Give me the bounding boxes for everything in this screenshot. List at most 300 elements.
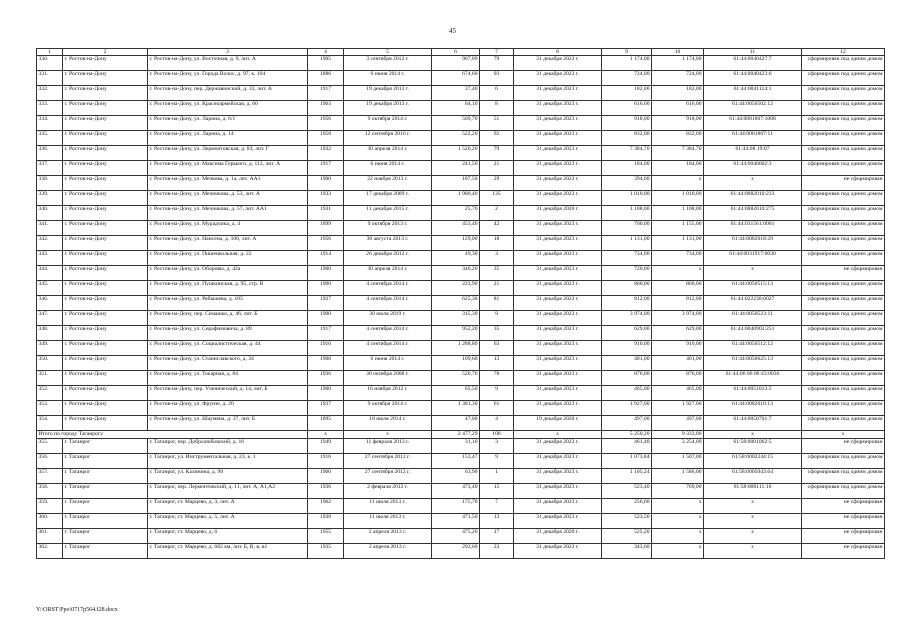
city-cell: г. Ростов-на-Дону [63, 221, 148, 236]
year-cell: 1905 [308, 56, 344, 71]
due-date-cell: 31 декабря 2020 г. [514, 529, 602, 544]
date-cell: 30 апреля 2014 г. [344, 146, 432, 161]
count-cell: 29 [480, 176, 514, 191]
count-cell: 23 [480, 544, 514, 559]
cadastral-cell: х [704, 514, 802, 529]
count-cell: 9 [480, 311, 514, 326]
cadastral-cell: 61:44:0081807:1008 [704, 116, 802, 131]
total-count: 108 [480, 431, 514, 439]
row-number: 339. [37, 191, 63, 206]
value9-cell: 394,60 [602, 176, 652, 191]
column-number: 2 [63, 49, 148, 56]
area-cell: 315,30 [432, 311, 480, 326]
total-due: х [514, 431, 602, 439]
count-cell: 81 [480, 296, 514, 311]
row-number: 333. [37, 101, 63, 116]
value10-cell: 1 174,00 [652, 56, 704, 71]
cadastral-cell: 61:58:0001062:5 [704, 439, 802, 454]
area-cell: 153,47 [432, 454, 480, 469]
table-row [37, 454, 885, 469]
address-cell: г. Ростов-на-Дону, пер. Ученический, д. 14, лит. Б [148, 386, 308, 401]
city-cell: г. Таганрог [63, 544, 148, 559]
row-number: 332. [37, 86, 63, 101]
date-cell: 30 октября 2008 г. [344, 371, 432, 386]
row-number: 353. [37, 401, 63, 416]
year-cell: 1900 [308, 281, 344, 296]
year-cell: 1927 [308, 296, 344, 311]
row-number: 360. [37, 514, 63, 529]
table-row [37, 176, 885, 191]
count-cell: 4 [480, 416, 514, 431]
year-cell: 1917 [308, 161, 344, 176]
count-cell: 3 [480, 251, 514, 266]
table-row [37, 101, 885, 116]
total-c4: х [308, 431, 344, 439]
cadastral-cell: х [704, 544, 802, 559]
cadastral-cell: 61:44:08 19:07 [704, 146, 802, 161]
table-row [37, 206, 885, 221]
value9-cell: 616,00 [602, 101, 652, 116]
year-cell: 1936 [308, 371, 344, 386]
address-cell: г. Таганрог, ст. Марцево, д. 5, лит. А [148, 514, 308, 529]
date-cell: 6 июня 2014 г. [344, 161, 432, 176]
due-date-cell: 31 декабря 2023 г. [514, 439, 602, 454]
value9-cell: 1 108,00 [602, 206, 652, 221]
count-cell: 17 [480, 529, 514, 544]
column-number: 12 [802, 49, 885, 56]
due-date-cell: 31 декабря 2023 г. [514, 221, 602, 236]
due-date-cell: 31 декабря 2023 г. [514, 514, 602, 529]
value9-cell: 1 073,84 [602, 454, 652, 469]
table-row [37, 326, 885, 341]
value9-cell: 720,00 [602, 266, 652, 281]
row-number: 331. [37, 71, 63, 86]
status-cell: сформирован под одним домом [802, 101, 885, 116]
cadastral-cell: 61:44:0050502:12 [704, 101, 802, 116]
year-cell: 1916 [308, 454, 344, 469]
year-cell: 1895 [308, 416, 344, 431]
status-cell: сформирован под одним домом [802, 281, 885, 296]
cadastral-cell: 61:44:0082010:233 [704, 191, 802, 206]
value10-cell: 1 131,00 [652, 236, 704, 251]
count-cell: 51 [480, 116, 514, 131]
year-cell: 1900 [308, 266, 344, 281]
row-number: 362. [37, 544, 63, 559]
count-cell: 92 [480, 131, 514, 146]
cadastral-cell: 61:44:0040427:7 [704, 56, 802, 71]
city-cell: г. Таганрог [63, 454, 148, 469]
due-date-cell: 31 декабря 2023 г. [514, 371, 602, 386]
value9-cell: 525,20 [602, 529, 652, 544]
year-cell: 1936 [308, 484, 344, 499]
status-cell: сформирован под одним домом [802, 251, 885, 266]
year-cell: 1938 [308, 514, 344, 529]
status-cell: сформирован под одним домом [802, 71, 885, 86]
footer-file-path: Y:\ORST\Ppo\0717p564.f28.docx [36, 607, 118, 613]
date-cell: 30 августа 2013 г. [344, 236, 432, 251]
address-cell: г. Таганрог, ул. Инструментальная, д. 23, к. 1 [148, 454, 308, 469]
count-cell: 15 [480, 484, 514, 499]
due-date-cell: 31 декабря 2023 г. [514, 101, 602, 116]
address-cell: г. Таганрог, ул. Калинина, д. 90 [148, 469, 308, 484]
due-date-cell: 31 декабря 2023 г. [514, 131, 602, 146]
due-date-cell: 31 декабря 2023 г. [514, 341, 602, 356]
status-cell: не сформирован [802, 529, 885, 544]
total-v10: 9 333,00 [652, 431, 704, 439]
status-cell: не сформирован [802, 439, 885, 454]
city-cell: г. Ростов-на-Дону [63, 386, 148, 401]
area-cell: 25,70 [432, 206, 480, 221]
status-cell: сформирован под одним домом [802, 191, 885, 206]
status-cell: сформирован под одним домом [802, 146, 885, 161]
year-cell: 1914 [308, 251, 344, 266]
date-cell: 19 декабря 2013 г. [344, 101, 432, 116]
city-cell: г. Ростов-на-Дону [63, 86, 148, 101]
value10-cell: х [652, 176, 704, 191]
area-cell: 473,40 [432, 484, 480, 499]
city-cell: г. Ростов-на-Дону [63, 116, 148, 131]
value10-cell: 184,00 [652, 161, 704, 176]
cadastral-cell: 61:58:0002244:15 [704, 454, 802, 469]
column-number: 1 [37, 49, 63, 56]
value9-cell: 182,00 [602, 86, 652, 101]
date-cell: 12 сентября 2016 г. [344, 131, 432, 146]
count-cell: 7 [480, 499, 514, 514]
column-number: 7 [480, 49, 514, 56]
date-cell: 11 июля 2013 г. [344, 514, 432, 529]
total-area: 2 477,29 [432, 431, 480, 439]
city-cell: г. Таганрог [63, 484, 148, 499]
value9-cell: 1 010,00 [602, 191, 652, 206]
value10-cell: 1 927,00 [652, 401, 704, 416]
status-cell: сформирован под одним домом [802, 206, 885, 221]
date-cell: 4 сентября 2014 г. [344, 341, 432, 356]
status-cell: сформирован под одним домом [802, 326, 885, 341]
registry-table [36, 48, 885, 559]
value9-cell: 1 105,24 [602, 469, 652, 484]
date-cell: 6 июня 2014 г. [344, 71, 432, 86]
address-cell: г. Ростов-на-Дону, ул. Мурадчика, д. 4 [148, 221, 308, 236]
year-cell: 1910 [308, 341, 344, 356]
table-row [37, 386, 885, 401]
date-cell: 11 декабря 2015 г. [344, 206, 432, 221]
cadastral-cell: 61:44:0082010:13 [704, 401, 802, 416]
table-row [37, 116, 885, 131]
value10-cell: 182,00 [652, 86, 704, 101]
value9-cell: 465,00 [602, 386, 652, 401]
table-row [37, 71, 885, 86]
cadastral-cell: 61:44:0082010:275 [704, 206, 802, 221]
table-row [37, 221, 885, 236]
area-cell: 63,90 [432, 469, 480, 484]
value9-cell: 461,40 [602, 439, 652, 454]
city-cell: г. Ростов-на-Дону [63, 131, 148, 146]
column-number: 8 [514, 49, 602, 56]
city-cell: г. Ростов-на-Дону [63, 341, 148, 356]
row-number: 344. [37, 266, 63, 281]
row-number: 355. [37, 439, 63, 454]
address-cell: г. Таганрог, пер. Лермонтовский, д. 11, лит. А, А1,А2 [148, 484, 308, 499]
table-row [37, 131, 885, 146]
due-date-cell: 31 декабря 2023 г. [514, 454, 602, 469]
value9-cell: 734,00 [602, 251, 652, 266]
year-cell: 1917 [308, 326, 344, 341]
table-body-rostov [37, 56, 885, 431]
cadastral-cell: х [704, 499, 802, 514]
date-cell: 11 февраля 2013 г. [344, 439, 432, 454]
address-cell: г. Ростов-на-Дону, ул. Фрунзе, д. 20 [148, 401, 308, 416]
table-row [37, 341, 885, 356]
table-row [37, 484, 885, 499]
row-number: 341. [37, 221, 63, 236]
count-cell: 35 [480, 266, 514, 281]
row-number: 357. [37, 469, 63, 484]
due-date-cell: 31 декабря 2023 г. [514, 146, 602, 161]
value9-cell: 401,00 [602, 356, 652, 371]
row-number: 345. [37, 281, 63, 296]
cadastral-cell: 61:44:0081807:11 [704, 131, 802, 146]
address-cell: г. Ростов-на-Дону, ул. Пушкинская, д. 95, стр. В [148, 281, 308, 296]
due-date-cell: 31 декабря 2023 г. [514, 266, 602, 281]
date-cell: 9 октября 2014 г. [344, 116, 432, 131]
value9-cell: 1 927,00 [602, 401, 652, 416]
value10-cell: 465,00 [652, 386, 704, 401]
area-cell: 625,30 [432, 296, 480, 311]
city-cell: г. Ростов-на-Дону [63, 161, 148, 176]
year-cell: 1900 [308, 311, 344, 326]
area-cell: 471,50 [432, 514, 480, 529]
cadastral-cell: 61:44:031561:0001 [704, 221, 802, 236]
city-cell: г. Ростов-на-Дону [63, 251, 148, 266]
cadastral-cell: 61:44:022238:0027 [704, 296, 802, 311]
due-date-cell: 31 декабря 2023 г. [514, 71, 602, 86]
status-cell: сформирован под одним домом [802, 401, 885, 416]
date-cell: 18 июля 2014 г. [344, 416, 432, 431]
due-date-cell: 31 декабря 2023 г. [514, 401, 602, 416]
cadastral-cell: 61:44:0050512:12 [704, 341, 802, 356]
area-cell: 175,70 [432, 499, 480, 514]
value10-cell: 724,00 [652, 71, 704, 86]
year-cell: 1900 [308, 356, 344, 371]
city-cell: г. Таганрог [63, 514, 148, 529]
cadastral-cell: 61:44:0050515:13 [704, 281, 802, 296]
status-cell: сформирован под одним домом [802, 236, 885, 251]
value10-cell: 616,00 [652, 101, 704, 116]
total-row [37, 431, 885, 439]
cadastral-cell: х [704, 266, 802, 281]
due-date-cell: 31 декабря 2020 г. [514, 206, 602, 221]
area-cell: 1 288,80 [432, 341, 480, 356]
cadastral-cell: 61:44:0050523:11 [704, 311, 802, 326]
address-cell: г. Таганрог, пер. Добролюбовский, д. 16 [148, 439, 308, 454]
status-cell: сформирован под одним домом [802, 386, 885, 401]
value10-cell: 812,00 [652, 296, 704, 311]
status-cell: не сформирован [802, 514, 885, 529]
cadastral-cell: 61:44:0050625:13 [704, 356, 802, 371]
city-cell: г. Ростов-на-Дону [63, 146, 148, 161]
row-number: 330. [37, 56, 63, 71]
status-cell: сформирован под одним домом [802, 86, 885, 101]
city-cell: г. Ростов-на-Дону [63, 356, 148, 371]
city-cell: г. Ростов-на-Дону [63, 281, 148, 296]
address-cell: г. Ростов-на-Дону, ул. Мечникова, д. 53, лит. А [148, 191, 308, 206]
value9-cell: 3 974,00 [602, 311, 652, 326]
count-cell: 63 [480, 341, 514, 356]
address-cell: г. Ростов-на-Дону, ул. Лермонтовская, д. 83, лит. Г [148, 146, 308, 161]
area-cell: 907,09 [432, 56, 480, 71]
value10-cell: 1 010,00 [652, 191, 704, 206]
count-cell: 3 [480, 439, 514, 454]
value10-cell: 629,00 [652, 326, 704, 341]
row-number: 342. [37, 236, 63, 251]
year-cell: 1956 [308, 116, 344, 131]
date-cell: 17 декабря 2009 г. [344, 191, 432, 206]
cadastral-cell: 61:44:0051013:5 [704, 386, 802, 401]
date-cell: 4 сентября 2014 г. [344, 281, 432, 296]
year-cell: 1937 [308, 401, 344, 416]
status-cell: сформирован под одним домом [802, 469, 885, 484]
area-cell: 453,40 [432, 221, 480, 236]
date-cell: 16 ноября 2012 г. [344, 386, 432, 401]
due-date-cell: 31 декабря 2023 г. [514, 56, 602, 71]
count-cell: 8 [480, 101, 514, 116]
year-cell: 1931 [308, 206, 344, 221]
due-date-cell: 31 декабря 2023 г. [514, 296, 602, 311]
row-number: 351. [37, 371, 63, 386]
year-cell: 1949 [308, 439, 344, 454]
due-date-cell: 31 декабря 2023 г. [514, 116, 602, 131]
due-date-cell: 31 декабря 2023 г. [514, 311, 602, 326]
value10-cell: х [652, 529, 704, 544]
year-cell: 1900 [308, 386, 344, 401]
due-date-cell: 31 декабря 2023 г. [514, 469, 602, 484]
value10-cell: 1 108,00 [652, 206, 704, 221]
due-date-cell: 31 декабря 2023 г. [514, 386, 602, 401]
table-row [37, 499, 885, 514]
row-number: 335. [37, 131, 63, 146]
value9-cell: 1 131,00 [602, 236, 652, 251]
status-cell: не сформирован [802, 544, 885, 559]
row-number: 337. [37, 161, 63, 176]
total-v9: 5 250,20 [602, 431, 652, 439]
area-cell: 293,60 [432, 544, 480, 559]
city-cell: г. Ростов-на-Дону [63, 371, 148, 386]
cadastral-cell: 61:44:0040602:3 [704, 161, 802, 176]
table-row [37, 529, 885, 544]
date-cell: 19 декабря 2013 г. [344, 86, 432, 101]
due-date-cell: 31 декабря 2023 г. [514, 326, 602, 341]
cadastral-cell: 61:44:0082018:29 [704, 236, 802, 251]
address-cell: г. Ростов-на-Дону, ул. Социалистическая, д. 44 [148, 341, 308, 356]
status-cell: сформирован под одним домом [802, 221, 885, 236]
city-cell: г. Ростов-на-Дону [63, 191, 148, 206]
row-number: 352. [37, 386, 63, 401]
value9-cell: 497,00 [602, 416, 652, 431]
value10-cell: 497,00 [652, 416, 704, 431]
date-cell: 9 октября 2013 г. [344, 221, 432, 236]
year-cell: 1963 [308, 101, 344, 116]
due-date-cell: 31 декабря 2023 г. [514, 236, 602, 251]
due-date-cell: 31 декабря 2023 г. [514, 281, 602, 296]
table-row [37, 514, 885, 529]
cadastral-cell: 61:44:0031917:0030 [704, 251, 802, 266]
value10-cell: 910,00 [652, 341, 704, 356]
status-cell: не сформирован [802, 499, 885, 514]
value9-cell: 523,40 [602, 484, 652, 499]
due-date-cell: 31 декабря 2023 г. [514, 484, 602, 499]
total-status: х [802, 431, 885, 439]
count-cell: 135 [480, 191, 514, 206]
address-cell: г. Таганрог, ст. Марцево, д. 682 км, лит. Б, В, в, в1 [148, 544, 308, 559]
row-number: 336. [37, 146, 63, 161]
due-date-cell: 31 декабря 2023 г. [514, 161, 602, 176]
value9-cell: 876,00 [602, 371, 652, 386]
date-cell: 11 июля 2013 г. [344, 499, 432, 514]
year-cell: 1899 [308, 221, 344, 236]
count-cell: 6 [480, 86, 514, 101]
date-cell: 9 октября 2014 г. [344, 401, 432, 416]
due-date-cell: 31 декабря 2023 г. [514, 86, 602, 101]
year-cell: 1932 [308, 146, 344, 161]
status-cell: сформирован под одним домом [802, 371, 885, 386]
value10-cell: 1 507,00 [652, 454, 704, 469]
column-number-row [37, 49, 885, 56]
status-cell: не сформирован [802, 176, 885, 191]
table-row [37, 266, 885, 281]
value10-cell: 3 974,00 [652, 311, 704, 326]
table-row [37, 146, 885, 161]
area-cell: 952,20 [432, 326, 480, 341]
table-row [37, 416, 885, 431]
table-row [37, 86, 885, 101]
page-number: 45 [449, 27, 456, 35]
table-row [37, 356, 885, 371]
city-cell: г. Ростов-на-Дону [63, 311, 148, 326]
city-cell: г. Ростов-на-Дону [63, 71, 148, 86]
table-row [37, 469, 885, 484]
address-cell: г. Ростов-на-Дону, ул. Пишенкольная, д. 22 [148, 251, 308, 266]
city-cell: г. Ростов-на-Дону [63, 101, 148, 116]
date-cell: 2 апреля 2013 г. [344, 544, 432, 559]
address-cell: г. Ростов-на-Дону, ул. Серафимовича, д. 89 [148, 326, 308, 341]
row-number: 361. [37, 529, 63, 544]
count-cell: 93 [480, 71, 514, 86]
count-cell: 18 [480, 236, 514, 251]
address-cell: г. Ростов-на-Дону, ул. Оборовы, д. 42а [148, 266, 308, 281]
row-number: 340. [37, 206, 63, 221]
value10-cell: 860,00 [652, 281, 704, 296]
total-c5: х [344, 431, 432, 439]
date-cell: 30 апреля 2014 г. [344, 266, 432, 281]
row-number: 343. [37, 251, 63, 266]
city-cell: г. Ростов-на-Дону [63, 56, 148, 71]
date-cell: 2 февраля 2012 г. [344, 484, 432, 499]
address-cell: г. Ростов-на-Дону, ул. Максима Горького, д. 112, лит. А [148, 161, 308, 176]
value9-cell: 343,60 [602, 544, 652, 559]
address-cell: г. Ростов-на-Дону, ул. Рябышева, д. 105 [148, 296, 308, 311]
count-cell: 13 [480, 356, 514, 371]
area-cell: 1 520,20 [432, 146, 480, 161]
row-number: 348. [37, 326, 63, 341]
column-number: 6 [432, 49, 480, 56]
value9-cell: 7 384,70 [602, 146, 652, 161]
value10-cell: х [652, 514, 704, 529]
table-row [37, 56, 885, 71]
city-cell: г. Ростов-на-Дону [63, 176, 148, 191]
table-row [37, 544, 885, 559]
value9-cell: 724,00 [602, 71, 652, 86]
status-cell: сформирован под одним домом [802, 311, 885, 326]
